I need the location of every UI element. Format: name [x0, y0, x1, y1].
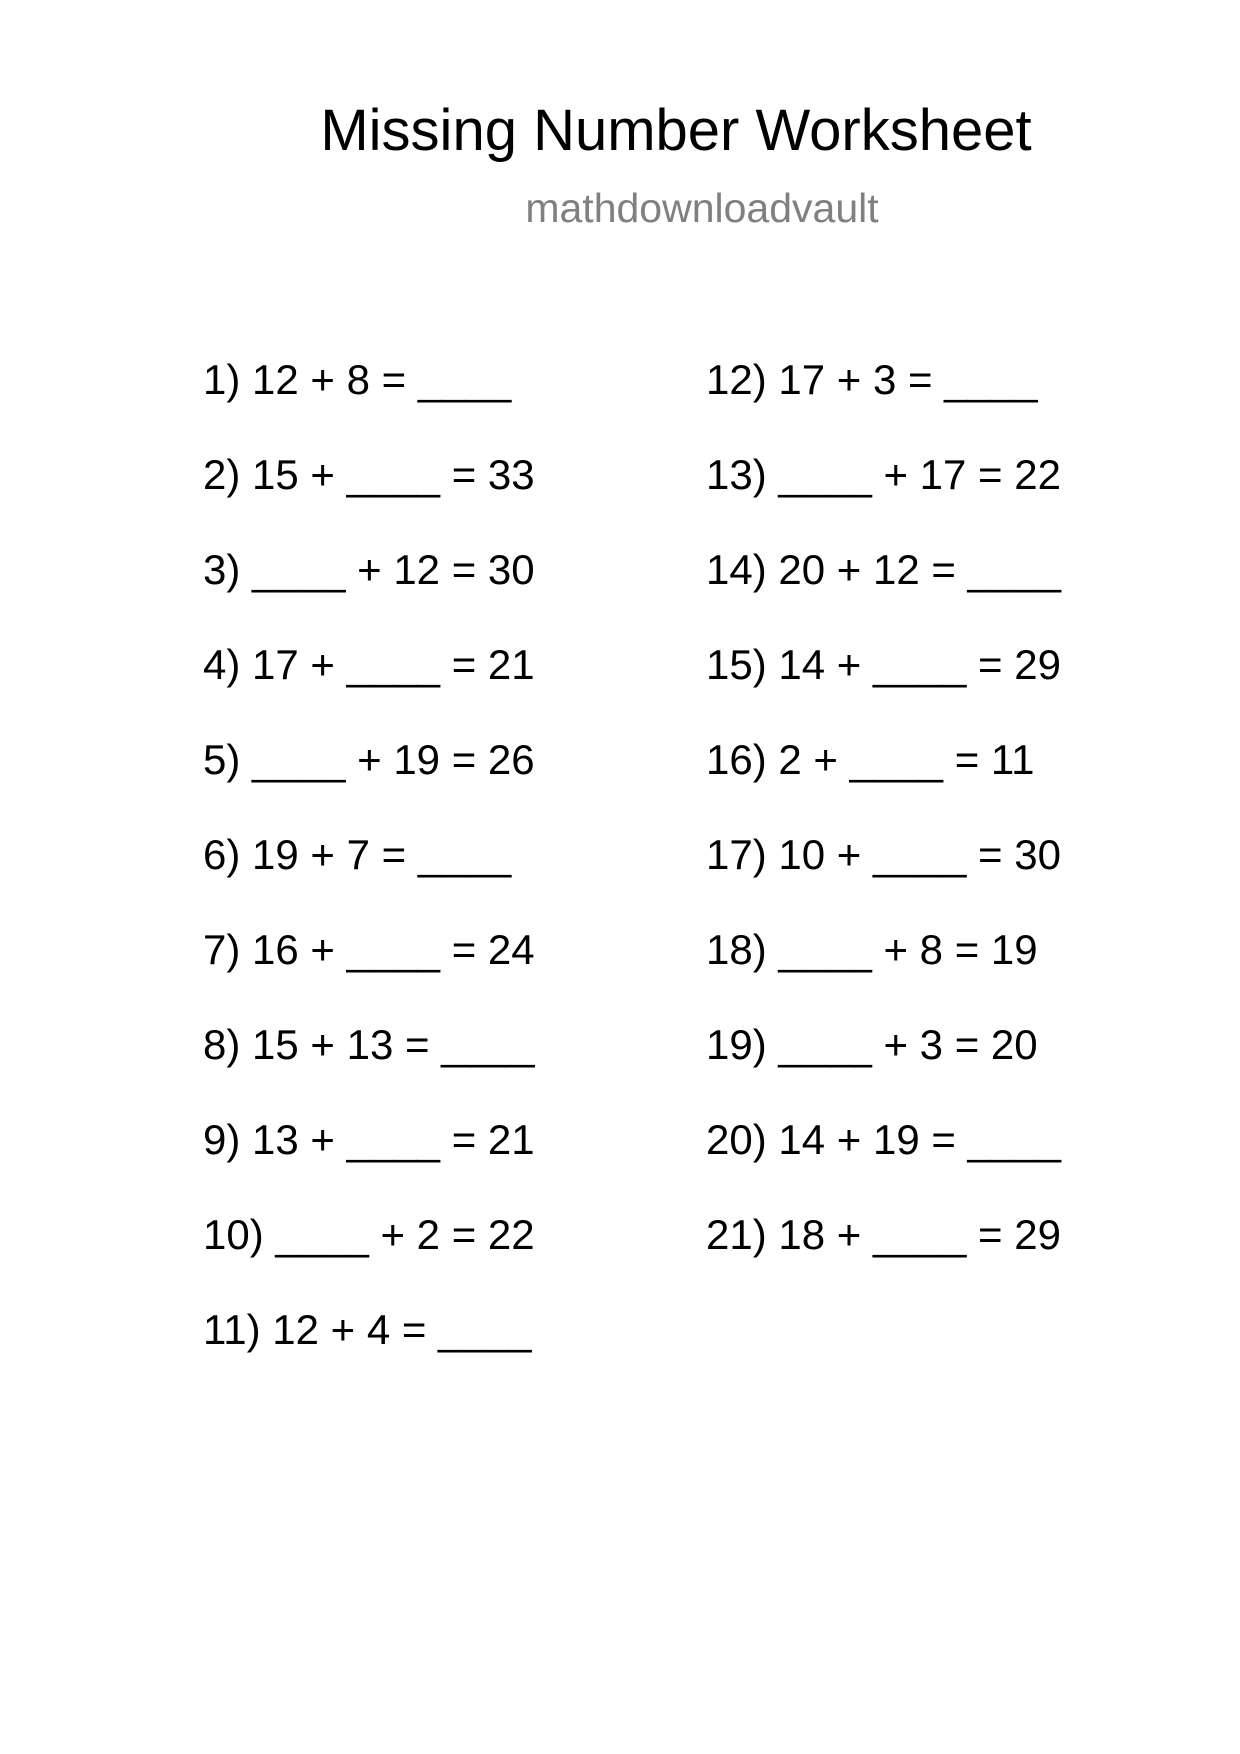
- problem-19: 19) ____ + 3 = 20: [706, 1021, 1038, 1068]
- worksheet-title: Missing Number Worksheet: [320, 98, 1032, 163]
- problem-9: 9) 13 + ____ = 21: [203, 1116, 535, 1163]
- problem-15: 15) 14 + ____ = 29: [706, 641, 1061, 688]
- problem-17: 17) 10 + ____ = 30: [706, 831, 1061, 878]
- problem-2: 2) 15 + ____ = 33: [203, 451, 535, 498]
- problem-16: 16) 2 + ____ = 11: [706, 736, 1035, 783]
- problem-4: 4) 17 + ____ = 21: [203, 641, 535, 688]
- problem-6: 6) 19 + 7 = ____: [203, 831, 512, 878]
- problem-1: 1) 12 + 8 = ____: [203, 356, 512, 403]
- problem-10: 10) ____ + 2 = 22: [203, 1211, 535, 1258]
- problem-3: 3) ____ + 12 = 30: [203, 546, 535, 593]
- problem-11: 11) 12 + 4 = ____: [203, 1306, 532, 1353]
- problem-14: 14) 20 + 12 = ____: [706, 546, 1061, 593]
- problem-13: 13) ____ + 17 = 22: [706, 451, 1061, 498]
- worksheet-subtitle: mathdownloadvault: [525, 185, 879, 231]
- problem-21: 21) 18 + ____ = 29: [706, 1211, 1061, 1258]
- problem-8: 8) 15 + 13 = ____: [203, 1021, 535, 1068]
- problem-12: 12) 17 + 3 = ____: [706, 356, 1038, 403]
- problem-18: 18) ____ + 8 = 19: [706, 926, 1038, 973]
- problem-5: 5) ____ + 19 = 26: [203, 736, 535, 783]
- problem-20: 20) 14 + 19 = ____: [706, 1116, 1061, 1163]
- problem-7: 7) 16 + ____ = 24: [203, 926, 535, 973]
